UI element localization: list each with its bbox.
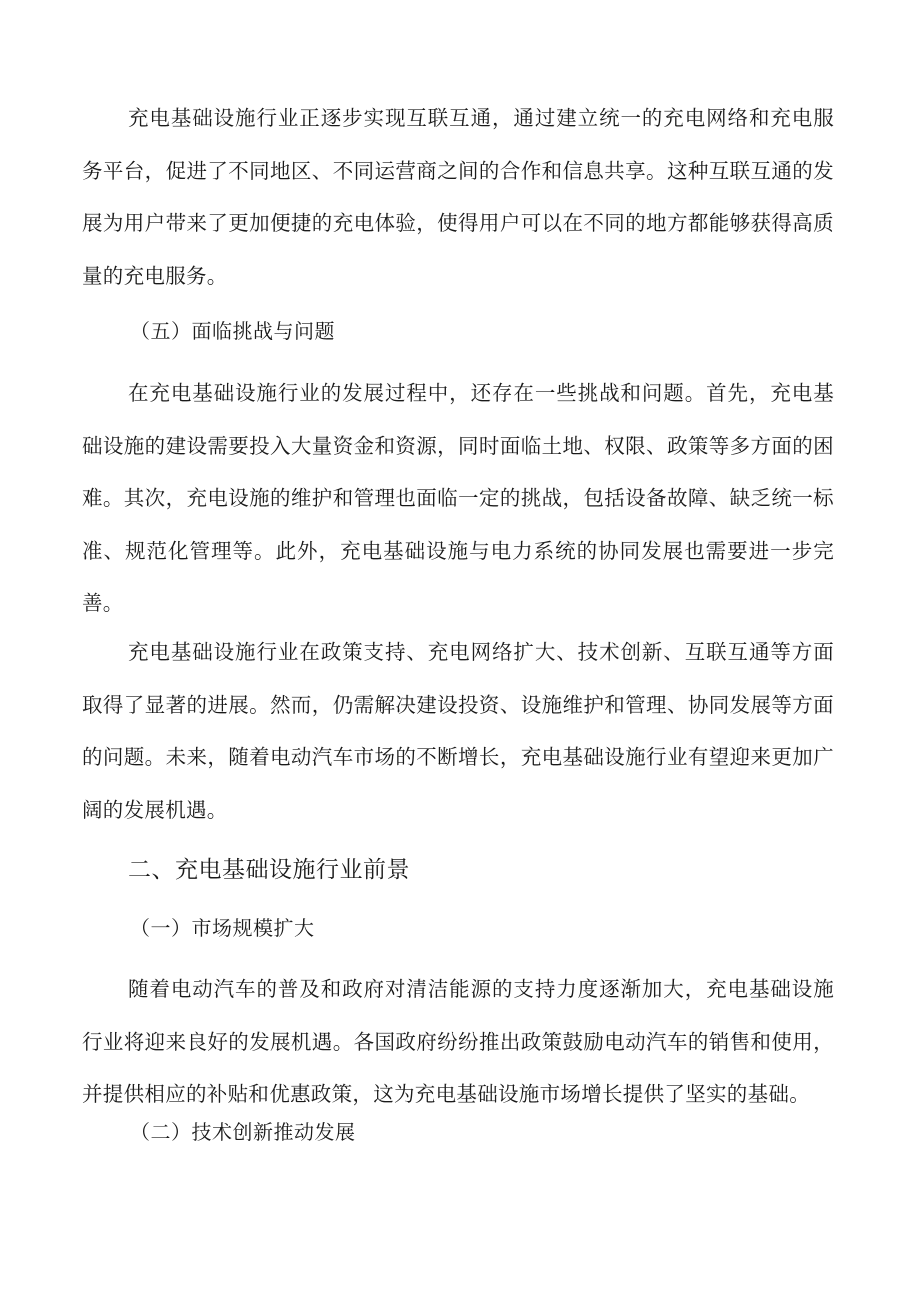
subheading-challenges: （五）面临挑战与问题 xyxy=(130,319,335,343)
paragraph-market: 随着电动汽车的普及和政府对清洁能源的支持力度逐渐加大，充电基础设施行业将迎来良好的发展机遇。各国政府纷纷推出政策鼓励电动汽车的销售和使用，并提供相应的补贴和优惠政策，这为充电基础设施市场增长提供了坚实的基础。 xyxy=(82,977,834,1106)
subheading-tech-innovation: （二）技术创新推动发展 xyxy=(130,1120,356,1144)
paragraph-summary: 充电基础设施行业在政策支持、充电网络扩大、技术创新、互联互通等方面取得了显著的进展。然而，仍需解决建设投资、设施维护和管理、协同发展等方面的问题。未来，随着电动汽车市场的不断增长，充电基础设施行业有望迎来更加广阔的发展机遇。 xyxy=(82,640,834,822)
section-title-outlook: 二、充电基础设施行业前景 xyxy=(128,857,410,883)
paragraph-interconnection: 充电基础设施行业正逐步实现互联互通，通过建立统一的充电网络和充电服务平台，促进了不同地区、不同运营商之间的合作和信息共享。这种互联互通的发展为用户带来了更加便捷的充电体验，使得用户可以在不同的地方都能够获得高质量的充电服务。 xyxy=(82,106,834,288)
subheading-market-expansion: （一）市场规模扩大 xyxy=(130,916,315,940)
paragraph-challenges: 在充电基础设施行业的发展过程中，还存在一些挑战和问题。首先，充电基础设施的建设需要投入大量资金和资源，同时面临土地、权限、政策等多方面的困难。其次，充电设施的维护和管理也面临一定的挑战，包括设备故障、缺乏统一标准、规范化管理等。此外，充电基础设施与电力系统的协同发展也需要进一步完善。 xyxy=(82,381,834,615)
